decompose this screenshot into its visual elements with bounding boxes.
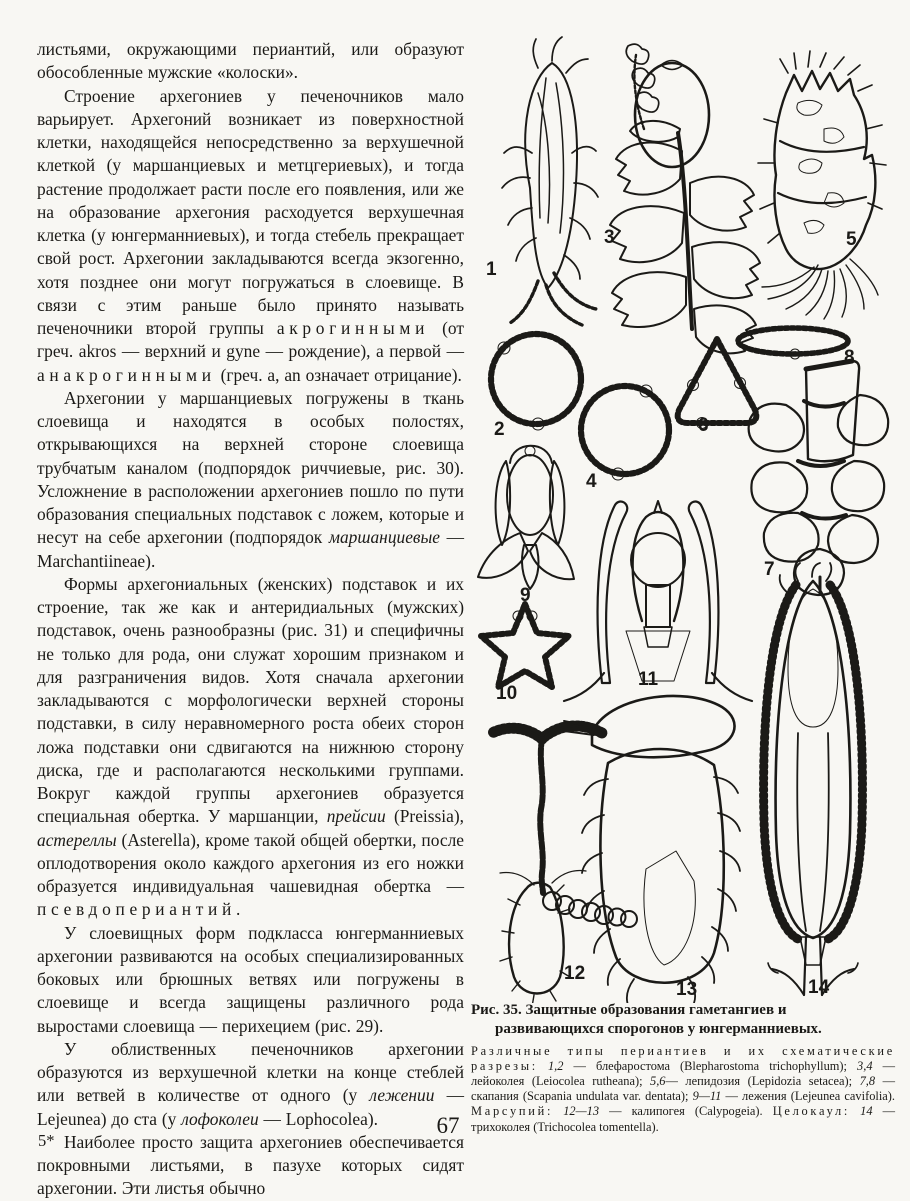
text-segment: Наиболее просто защита архегониев обеспечивается покровными листьями, в пазухе которых сидят архегонии. Эти листья обычно (37, 1131, 464, 1199)
text-segment: анакрогинными (37, 364, 216, 385)
paragraph (37, 38, 464, 85)
figure-number-label: 1 (486, 259, 497, 280)
figure-number-label: 2 (494, 419, 505, 440)
paragraph (37, 1131, 464, 1201)
figure-svg (468, 33, 895, 1003)
figure-item-1 (486, 37, 598, 325)
text-segment: 1,2 (547, 1058, 564, 1073)
text-segment: — калипогея (Calypogeia). (599, 1104, 773, 1119)
figure-item-5 (758, 51, 886, 319)
figure-item-3 (604, 44, 760, 353)
text-segment: лежении (369, 1085, 435, 1106)
figure-item-11 (564, 501, 752, 701)
figure-number-label: 13 (676, 979, 698, 1000)
page-number: 67 (436, 1113, 460, 1138)
figure-number-label: 12 (564, 963, 586, 984)
figure-number-label: 10 (496, 683, 518, 704)
figure-item-2 (491, 334, 581, 440)
text-segment: Рис. 35. Защитные образования гаметангиев и развивающихся спорогонов у юнгерманниевых. (471, 1002, 822, 1037)
text-segment: У облиственных печеночников архегонии образуются из верхушечной клетки на конце стеблей или ветвей в количестве от одного (у (37, 1038, 464, 1106)
text-segment: 12—13 (563, 1104, 600, 1119)
figure-item-10 (481, 604, 569, 704)
figure-item-12 (492, 726, 637, 1003)
paragraph (37, 85, 464, 387)
figure-item-9 (478, 446, 574, 606)
paragraph (37, 387, 464, 573)
figure-item-14 (764, 563, 863, 998)
figure-item-6 (678, 339, 757, 436)
figure-caption-title (471, 1001, 895, 1039)
text-segment: У слоевищных форм подкласса юнгерманниевых архегонии развиваются на особых специализированных боковых или брюшных ветвях или погружены в слоевище и всегда защищены различного рода выростами слоевища — перихецием (рис. 29). (37, 922, 464, 1036)
figure-number-label: 5 (846, 229, 857, 250)
text-segment: — скапания (Scapania undulata var. dentata); (471, 1074, 895, 1104)
text-segment: 3,4 (857, 1058, 873, 1073)
text-segment: Архегонии у маршанциевых погружены в ткань слоевища и находятся в особых полостях, открывающихся на верхней стороне слоевища трубчатым каналом (подпорядок риччиевые, рис. 30). Усложнение в расположении архегониев пошло по пути образования специальных подставок с ложем, которые и несут на себе архегонии (подпорядок (37, 387, 464, 548)
text-segment: лофоколеи (181, 1108, 259, 1129)
text-segment: акрогинными (276, 318, 430, 338)
text-segment (850, 1104, 860, 1118)
text-segment: (греч. a, an означает отрицание). (215, 364, 462, 385)
text-segment: астереллы (37, 829, 117, 850)
paragraph (37, 922, 464, 1038)
text-segment: — Lophocolea). (258, 1108, 378, 1129)
figure-item-4 (581, 385, 669, 492)
figure-number-label: 7 (764, 559, 775, 580)
text-segment: — лепидозия (Lepidozia setacea); (665, 1074, 860, 1088)
text-segment: прейсии (326, 806, 386, 827)
text-segment: Марсупий: (471, 1104, 554, 1119)
text-segment: 14 (860, 1104, 873, 1119)
figure-item-7 (749, 361, 889, 595)
text-segment: — лейоколея (Leiocolea rutheana); (471, 1058, 895, 1088)
text-segment (553, 1104, 563, 1118)
text-segment: — Lejeunea) до ста (у (37, 1085, 464, 1129)
text-segment: — трихоколея (Trichocolea tomentella). (471, 1104, 895, 1134)
text-segment: — Marchantiineae). (37, 527, 464, 571)
figure-caption-legend (471, 1044, 895, 1135)
text-column (37, 38, 464, 1201)
figure-number-label: 4 (586, 471, 597, 492)
text-segment: 5,6 (650, 1074, 666, 1088)
figure-number-label: 11 (638, 669, 659, 690)
figure-plate (468, 33, 895, 1003)
figure-number-label: 8 (844, 347, 855, 368)
paragraph (37, 573, 464, 922)
text-segment: 9—11 (692, 1089, 722, 1104)
figure-number-label: 6 (698, 415, 709, 436)
text-segment: 7,8 (859, 1074, 876, 1088)
figure-number-label: 9 (520, 585, 531, 606)
text-segment: Формы архегониальных (женских) подставок и их строение, так же как и антеридиальных (мужских) подставок, очень разнообразны (рис. 31) и специфичны не только для рода, они служат хорошим признаком и для разграничения видов. Хотя сначала архегонии закладываются с морфологически верхней стороны подставки, в силу неравномерного роста обеих сторон ложа подставки они сдвигаются на нижнюю сторону диска, где и располагаются несколькими группами. Вокруг каждой группы архегониев образуется специальная обертка. У маршанции, (37, 573, 464, 827)
text-segment: Различные типы периантиев и их схематические разрезы: (471, 1043, 895, 1073)
figure-number-label: 14 (808, 977, 830, 998)
signature-mark: 5* (38, 1131, 55, 1150)
paragraph (37, 1038, 464, 1131)
figure-number-label: 3 (604, 227, 615, 248)
text-segment: Целокаул: (772, 1104, 851, 1119)
text-segment: Строение архегониев у печеночников мало варьирует. Архегоний возникает из поверхностной клетки, находящейся непосредственно за верхушечной клеткой (у маршанциевых и метцгериевых), и тогда растение продолжает расти после его появления, или же на образование архегония расходуется верхушечная клетка (у юнгерманниевых), и тогда стебель прекращает свой рост. Архегонии закладываются всегда экзогенно, хотя позднее они могут погружаться в слоевище. В связи с этим раньше было принято называть печеночники второй группы (37, 85, 464, 338)
text-segment: . (236, 899, 241, 920)
text-segment: (Asterella), кроме такой общей обертки, после оплодотворения около каждого архегония из его ножки образуется индивидуальная чашевидная обертка — (37, 829, 464, 896)
figure-caption (471, 1001, 895, 1135)
text-segment: — блефаростома (Blepharostoma trichophyllum); (563, 1058, 858, 1073)
text-segment (538, 1059, 548, 1073)
text-segment: маршанциевые (328, 527, 440, 548)
text-segment: — лежения (Lejeunea cavifolia). (721, 1089, 896, 1104)
text-segment: (Preissia), (385, 806, 464, 827)
figure-item-13 (564, 696, 740, 1003)
text-segment: псевдопериантий (37, 899, 237, 920)
text-segment: листьями, окружающими периантий, или образуют обособленные мужские «колоски». (37, 39, 464, 83)
text-segment: (от греч. akros — верхний и gyne — рождение), а первой — (37, 318, 464, 362)
